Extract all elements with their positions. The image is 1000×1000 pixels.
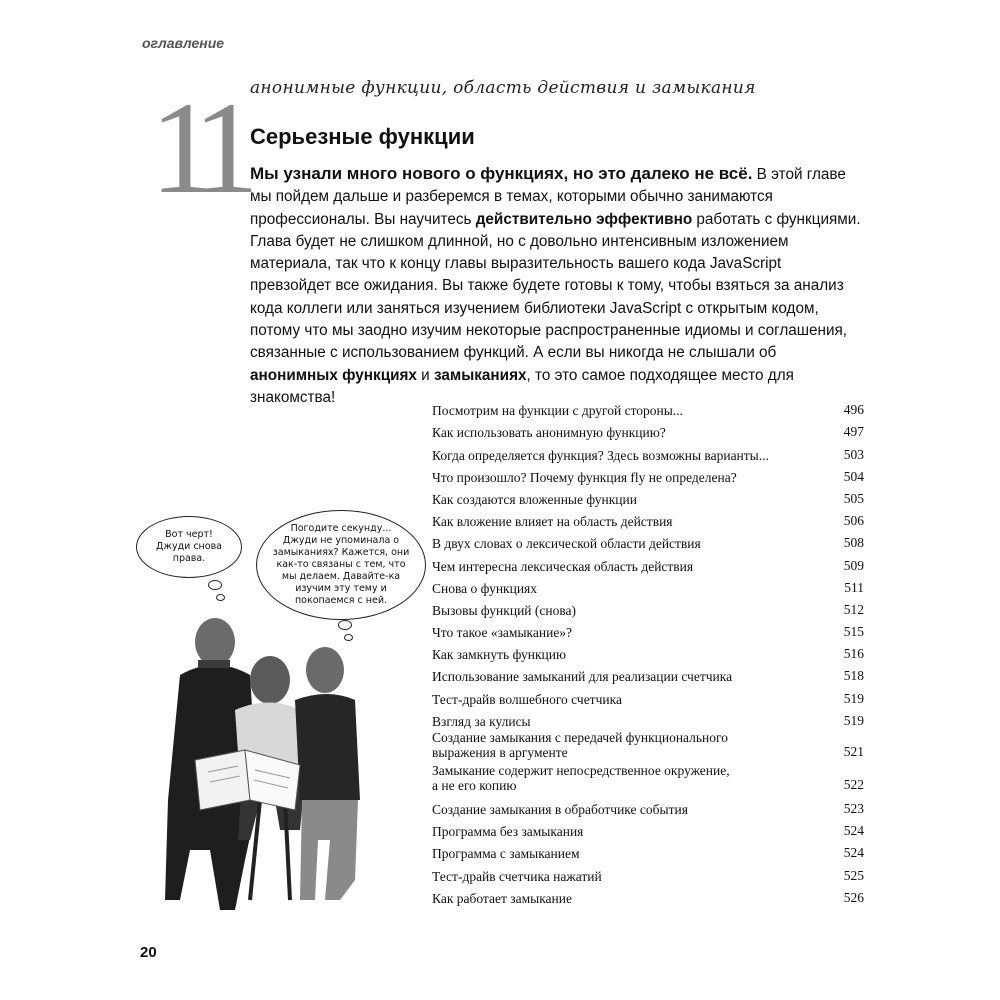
toc-entry-page: 519 xyxy=(843,712,864,728)
chapter-number: 11 xyxy=(150,74,242,221)
toc-entry-page: 497 xyxy=(843,424,864,440)
toc-entry-title: Использование замыканий для реализации счетчика xyxy=(432,669,733,685)
toc-entry-page: 519 xyxy=(843,690,864,706)
toc-entry[interactable] xyxy=(432,551,864,573)
intro-bold-3: замыканиях xyxy=(433,366,527,384)
toc-entry-page: 503 xyxy=(843,446,864,462)
intro-text-2: работать с функциями. Глава будет не слишком длинной, но с довольно интенсивным изложением материала, так что к концу главы выразительность вашего кода JavaScript превзойдет все ожидания. Вы также будете готовы к тому, чтобы взяться за анализ кода коллеги или заняться изучением библиотеки JavaScript с открытым кодом, потому что мы заодно изучим некоторые распространенные идиомы и соглашения, связанные с использованием функций. А если вы никогда не слышали об xyxy=(250,210,861,362)
toc-entry-title: Замыкание содержит непосредственное окружение, а не его копию xyxy=(432,763,730,794)
intro-bold-2: анонимных функциях xyxy=(250,366,417,384)
intro-lead: Мы узнали много нового о функциях, но это далеко не всё. xyxy=(250,164,753,183)
table-of-contents xyxy=(432,396,864,906)
toc-entry-page: 523 xyxy=(843,801,864,816)
toc-entry-title: Как работает замыкание xyxy=(432,890,572,906)
toc-entry-title: Взгляд за кулисы xyxy=(432,713,531,729)
toc-entry-title: Создание замыкания с передачей функционального выражения в аргументе xyxy=(432,730,728,761)
toc-entry-title: В двух словах о лексической области действия xyxy=(432,536,701,552)
intro-text-3: и xyxy=(416,366,434,384)
page-number: 20 xyxy=(140,944,157,961)
toc-entry-page: 504 xyxy=(843,468,864,484)
chapter-title: Серьезные функции xyxy=(250,124,475,149)
toc-entry-title: Тест-драйв волшебного счетчика xyxy=(432,691,622,707)
toc-entry-title: Создание замыкания в обработчике события xyxy=(432,802,688,817)
toc-entry[interactable] xyxy=(432,884,864,906)
toc-entry-page: 525 xyxy=(843,867,864,883)
intro-text-4: , то это самое подходящее место для знакомства! xyxy=(250,366,794,406)
toc-entry[interactable] xyxy=(432,507,864,529)
toc-entry-title: Как создаются вложенные функции xyxy=(432,491,637,507)
toc-entry[interactable] xyxy=(432,839,864,861)
toc-entry[interactable] xyxy=(432,396,864,418)
toc-entry-page: 526 xyxy=(843,889,864,905)
toc-entry-page: 511 xyxy=(844,579,864,595)
toc-entry-page: 508 xyxy=(843,535,864,551)
toc-entry-page: 505 xyxy=(843,490,864,506)
toc-entry[interactable] xyxy=(432,463,864,485)
toc-entry[interactable] xyxy=(432,729,864,762)
intro-bold-1: действительно эффективно xyxy=(475,210,693,228)
toc-entry[interactable] xyxy=(432,596,864,618)
toc-entry-page: 515 xyxy=(843,624,864,640)
toc-entry-page: 506 xyxy=(843,513,864,529)
thought-bubble-left-text: Вот черт! Джуди снова права. xyxy=(155,529,223,564)
toc-entry[interactable] xyxy=(432,485,864,507)
toc-entry-title: Чем интересна лексическая область действия xyxy=(432,558,694,574)
toc-entry-page: 522 xyxy=(843,777,864,793)
toc-entry[interactable] xyxy=(432,662,864,684)
toc-entry[interactable] xyxy=(432,762,864,795)
thought-dot xyxy=(208,580,222,590)
toc-entry-title: Как использовать анонимную функцию? xyxy=(432,425,666,441)
toc-entry-title: Как замкнуть функцию xyxy=(432,647,567,663)
toc-entry[interactable] xyxy=(432,529,864,551)
toc-entry-page: 521 xyxy=(843,744,864,760)
toc-entry-page: 512 xyxy=(843,601,864,617)
toc-entry-title: Что такое «замыкание»? xyxy=(432,625,573,641)
toc-entry-page: 509 xyxy=(843,557,864,573)
toc-entry[interactable] xyxy=(432,574,864,596)
toc-entry-page: 518 xyxy=(843,668,864,684)
chapter-intro xyxy=(250,163,862,409)
toc-entry-title: Как вложение влияет на область действия xyxy=(432,514,673,530)
toc-entry[interactable] xyxy=(432,640,864,662)
people-reading-photo xyxy=(150,600,420,920)
toc-entry-page: 516 xyxy=(843,646,864,662)
toc-entry-page: 524 xyxy=(843,823,864,839)
toc-entry[interactable] xyxy=(432,684,864,706)
chapter-subtitle: анонимные функции, область действия и замыкания xyxy=(250,78,756,98)
toc-entry-title: Снова о функциях xyxy=(432,580,538,596)
intro-text-1: В этой главе мы пойдем дальше и разберемся в темах, которыми обычно занимаются профессионалы. Вы научитесь xyxy=(250,166,846,228)
toc-entry[interactable] xyxy=(432,440,864,462)
thought-bubble-left xyxy=(136,516,242,578)
toc-entry-page: 524 xyxy=(843,845,864,861)
toc-entry-title: Тест-драйв счетчика нажатий xyxy=(432,868,602,884)
toc-entry[interactable] xyxy=(432,618,864,640)
toc-entry[interactable] xyxy=(432,817,864,839)
toc-entry[interactable] xyxy=(432,795,864,817)
toc-entry[interactable] xyxy=(432,418,864,440)
toc-entry-title: Когда определяется функция? Здесь возможны варианты... xyxy=(432,447,769,463)
toc-entry-page: 496 xyxy=(843,402,864,418)
toc-entry-title: Программа без замыкания xyxy=(432,824,584,840)
thought-bubble-right-text: Погодите секунду... Джуди не упоминала о замыканиях? Кажется, они как-то связаны с тем, что мы делаем. Давайте-ка изучим эту тему и покопаемся с ней. xyxy=(272,523,410,606)
toc-entry-title: Что произошло? Почему функция fly не определена? xyxy=(432,469,737,485)
toc-entry-title: Вызовы функций (снова) xyxy=(432,602,577,618)
toc-entry-title: Программа с замыканием xyxy=(432,846,580,862)
toc-entry-title: Посмотрим на функции с другой стороны... xyxy=(432,403,683,419)
section-header-label: оглавление xyxy=(142,35,225,51)
toc-entry[interactable] xyxy=(432,861,864,883)
toc-entry[interactable] xyxy=(432,707,864,729)
